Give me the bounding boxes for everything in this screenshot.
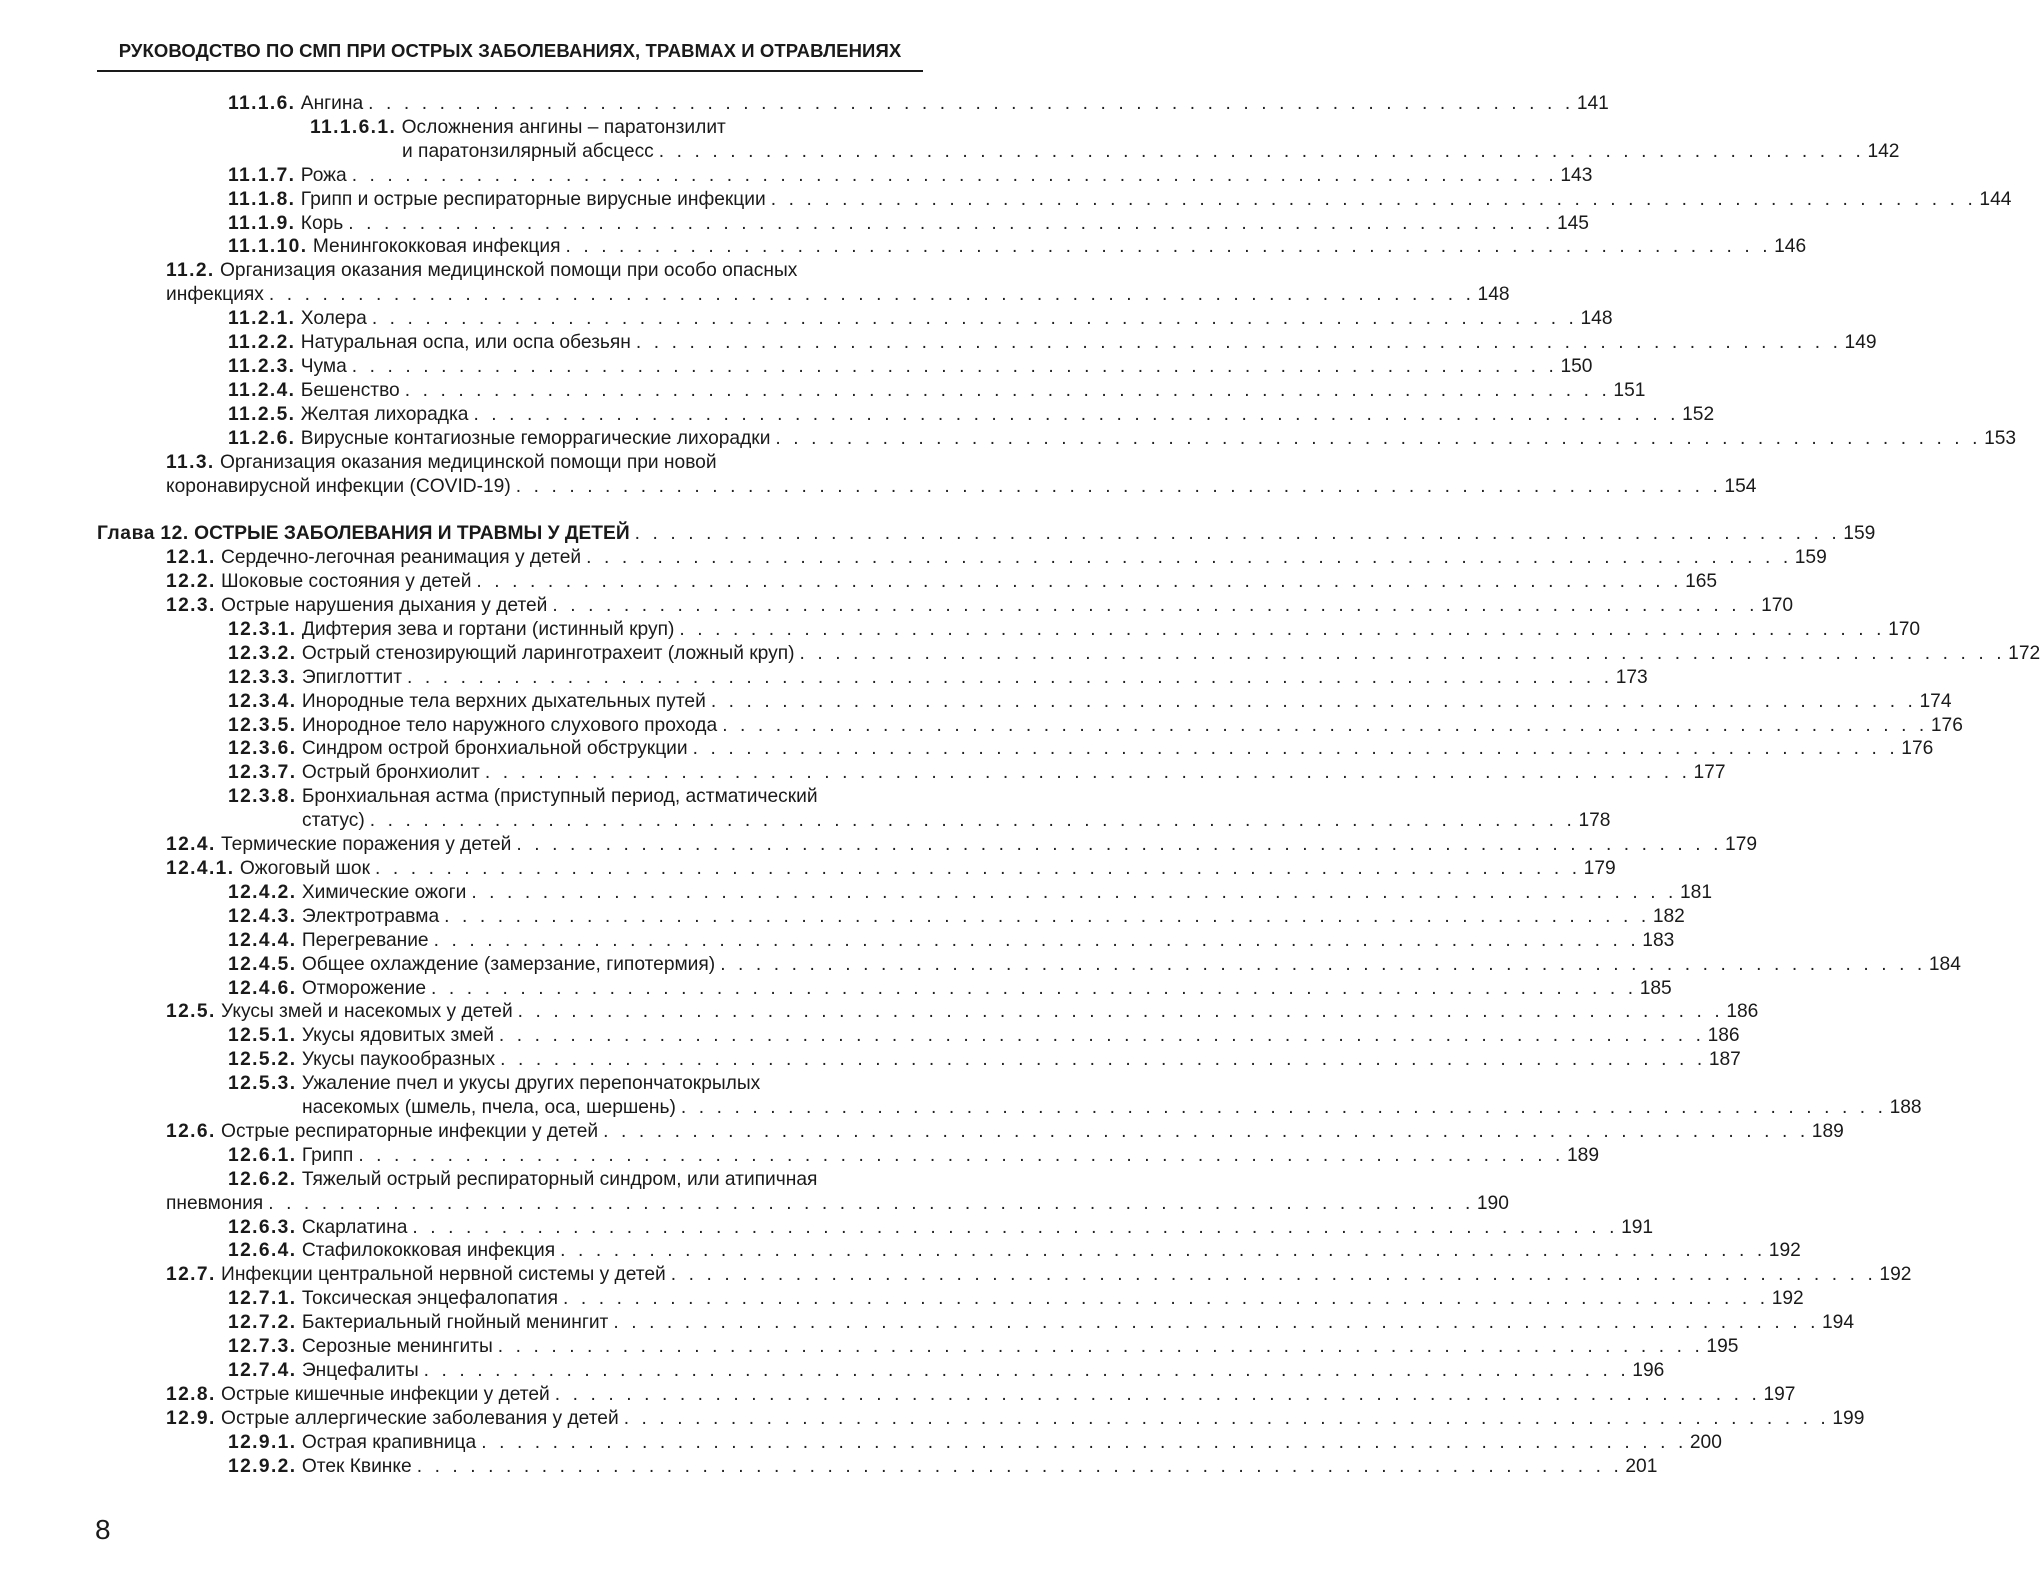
section-title: Организация оказания медицинской помощи при особо опасных bbox=[219, 260, 798, 282]
toc-entry[interactable] bbox=[0, 1359, 1665, 1383]
page-ref[interactable]: 179 bbox=[1725, 834, 1758, 856]
dot-leader: . . . . . . . . . . . . . . . . . . . . . . . . . . . . . . . . . . . . . . . . . . . . . . . . . . . . . . . . . . . . . . . . . . . . bbox=[358, 1144, 1564, 1166]
section-title: Отморожение bbox=[301, 977, 427, 999]
dot-leader: . . . . . . . . . . . . . . . . . . . . . . . . . . . . . . . . . . . . . . . . . . . . . . . . . . . . . . . . . . . . . . . . . . . . bbox=[497, 1336, 1704, 1358]
section-number: 12.9.1. bbox=[228, 1431, 297, 1453]
dot-leader: . . . . . . . . . . . . . . . . . . . . . . . . . . . . . . . . . . . . . . . . . . . . . . . . . . . . . . . . . . . . . . . . . . . . bbox=[473, 403, 1680, 425]
page-ref[interactable]: 174 bbox=[1919, 690, 1952, 712]
page-ref[interactable]: 151 bbox=[1613, 379, 1646, 401]
page-ref[interactable]: 176 bbox=[1930, 714, 1963, 736]
section-number: 12.7.4. bbox=[228, 1360, 297, 1382]
section-number: 12.4.3. bbox=[228, 905, 297, 927]
page-ref[interactable]: 150 bbox=[1560, 355, 1593, 377]
toc-entry[interactable] bbox=[0, 1407, 1865, 1431]
header-rule bbox=[97, 70, 923, 72]
section-title: Токсическая энцефалопатия bbox=[301, 1288, 559, 1310]
section-number: 12.3.3. bbox=[228, 666, 297, 688]
section-number: 11.2.6. bbox=[228, 427, 296, 449]
dot-leader: . . . . . . . . . . . . . . . . . . . . . . . . . . . . . . . . . . . . . . . . . . . . . . . . . . . . . . . . . . . . . . . . . . . . bbox=[412, 1216, 1619, 1238]
dot-leader: . . . . . . . . . . . . . . . . . . . . . . . . . . . . . . . . . . . . . . . . . . . . . . . . . . . . . . . . . . . . . . . . . . . . bbox=[371, 308, 1578, 330]
toc-entry[interactable] bbox=[0, 1335, 1739, 1359]
dot-leader: . . . . . . . . . . . . . . . . . . . . . . . . . . . . . . . . . . . . . . . . . . . . . . . . . . . . . . . . . . . . . . . . . . . . bbox=[565, 236, 1772, 258]
page-ref[interactable]: 197 bbox=[1763, 1383, 1796, 1405]
toc-entry[interactable] bbox=[0, 331, 1877, 355]
toc-entry[interactable] bbox=[0, 1287, 1804, 1311]
section-title: Острый стенозирующий ларинготрахеит (ложный круп) bbox=[301, 642, 795, 664]
section-title: Организация оказания медицинской помощи при новой bbox=[219, 451, 717, 473]
page-ref[interactable]: 186 bbox=[1707, 1025, 1740, 1047]
toc-entry[interactable] bbox=[0, 833, 1758, 857]
dot-leader: . . . . . . . . . . . . . . . . . . . . . . . . . . . . . . . . . . . . . . . . . . . . . . . . . . . . . . . . . . . . . . . . . . . . bbox=[407, 666, 1613, 688]
page-ref[interactable]: 184 bbox=[1928, 953, 1961, 975]
page-ref[interactable]: 148 bbox=[1580, 308, 1613, 330]
section-number: 12.3. bbox=[166, 595, 216, 617]
dot-leader: . . . . . . . . . . . . . . . . . . . . . . . . . . . . . . . . . . . . . . . . . . . . . . . . . . . . . . . . . . . . . . . . . . . . bbox=[348, 212, 1554, 234]
dot-leader: . . . . . . . . . . . . . . . . . . . . . . . . . . . . . . . . . . . . . . . . . . . . . . . . . . . . . . . . . . . . . . . . . . . . bbox=[563, 1288, 1769, 1310]
section-title: Инородное тело наружного слухового прохода bbox=[301, 714, 718, 736]
section-number: 12.7.3. bbox=[228, 1336, 297, 1358]
section-title: Серозные менингиты bbox=[301, 1336, 493, 1358]
section-number: 11.2.3. bbox=[228, 355, 296, 377]
page-ref[interactable]: 201 bbox=[1625, 1455, 1658, 1477]
page-ref[interactable]: 182 bbox=[1652, 905, 1685, 927]
dot-leader: . . . . . . . . . . . . . . . . . . . . . . . . . . . . . . . . . . . . . . . . . . . . . . . . . . . . . . . . . . . . . . . . . . . . bbox=[623, 1407, 1830, 1429]
page-ref[interactable]: 159 bbox=[1843, 523, 1876, 545]
dot-leader: . . . . . . . . . . . . . . . . . . . . . . . . . . . . . . . . . . . . . . . . . . . . . . . . . . . . . . . . . . . . . . . . . . . . bbox=[481, 1431, 1687, 1453]
dot-leader: . . . . . . . . . . . . . . . . . . . . . . . . . . . . . . . . . . . . . . . . . . . . . . . . . . . . . . . . . . . . . . . . . . . . bbox=[552, 595, 1759, 617]
section-number: 12.6.3. bbox=[228, 1216, 297, 1238]
section-title: Ангина bbox=[300, 93, 364, 114]
toc-entry[interactable] bbox=[0, 1383, 1796, 1407]
page-ref[interactable]: 185 bbox=[1639, 977, 1672, 999]
toc-entry[interactable] bbox=[0, 1072, 1922, 1120]
section-number: 12.3.7. bbox=[228, 762, 297, 784]
section-title: Укусы ядовитых змей bbox=[301, 1025, 494, 1047]
page-ref[interactable]: 195 bbox=[1706, 1336, 1739, 1358]
section-number: 12.5.1. bbox=[228, 1025, 297, 1047]
dot-leader: . . . . . . . . . . . . . . . . . . . . . . . . . . . . . . . . . . . . . . . . . . . . . . . . . . . . . . . . . . . . . . . . . . . . bbox=[603, 1120, 1809, 1142]
page-ref[interactable]: 144 bbox=[1979, 188, 2012, 210]
dot-leader: . . . . . . . . . . . . . . . . . . . . . . . . . . . . . . . . . . . . . . . . . . . . . . . . . . . . . . . . . . . . . . . . . . . . bbox=[375, 857, 1581, 879]
toc-entry[interactable] bbox=[0, 642, 2040, 666]
toc-entry[interactable] bbox=[0, 1431, 1722, 1455]
toc-entry[interactable] bbox=[0, 881, 1712, 905]
section-number: 12.1. bbox=[166, 547, 216, 569]
page-ref[interactable]: 199 bbox=[1832, 1407, 1865, 1429]
running-header: РУКОВОДСТВО ПО СМП ПРИ ОСТРЫХ ЗАБОЛЕВАНИЯХ, ТРАВМАХ И ОТРАВЛЕНИЯХ bbox=[118, 40, 902, 61]
dot-leader: . . . . . . . . . . . . . . . . . . . . . . . . . . . . . . . . . . . . . . . . . . . . . . . . . . . . . . . . . . . . . . . . . . . . bbox=[799, 642, 2006, 664]
section-number: 12.7.2. bbox=[228, 1312, 297, 1334]
dot-leader: . . . . . . . . . . . . . . . . . . . . . . . . . . . . . . . . . . . . . . . . . . . . . . . . . . . . . . . . . . . . . . . . . . . . bbox=[471, 881, 1677, 903]
section-title: Химические ожоги bbox=[301, 881, 467, 903]
page-ref[interactable]: 192 bbox=[1879, 1264, 1912, 1286]
section-title: Электротравма bbox=[301, 905, 440, 927]
toc-entry[interactable] bbox=[0, 905, 1685, 929]
toc-entry[interactable] bbox=[0, 1000, 1759, 1024]
section-number: 11.1.7. bbox=[228, 164, 296, 186]
section-title: инфекциях bbox=[166, 284, 264, 306]
page-ref[interactable]: 149 bbox=[1844, 332, 1877, 354]
section-number: 12.7. bbox=[166, 1264, 216, 1286]
section-title: Острые аллергические заболевания у детей bbox=[221, 1407, 619, 1429]
dot-leader: . . . . . . . . . . . . . . . . . . . . . . . . . . . . . . . . . . . . . . . . . . . . . . . . . . . . . . . . . . . . . . . . . . . . bbox=[554, 1383, 1761, 1405]
toc-entry[interactable] bbox=[0, 1144, 1599, 1168]
section-title: статус) bbox=[302, 810, 365, 832]
dot-leader: . . . . . . . . . . . . . . . . . . . . . . . . . . . . . . . . . . . . . . . . . . . . . . . . . . . . . . . . . . . . . . . . . . . . bbox=[351, 355, 1558, 377]
toc-entry[interactable] bbox=[0, 618, 1921, 642]
section-title: Ужаление пчел и укусы других перепончатокрылых bbox=[301, 1073, 761, 1095]
toc-entry[interactable] bbox=[0, 92, 1609, 116]
section-number: 12.6.1. bbox=[228, 1144, 297, 1166]
toc-entry[interactable] bbox=[0, 546, 1827, 570]
dot-leader: . . . . . . . . . . . . . . . . . . . . . . . . . . . . . . . . . . . . . . . . . . . . . . . . . . . . . . . . . . . . . . . . . . . . bbox=[516, 834, 1723, 856]
toc-entry[interactable] bbox=[0, 1024, 1740, 1048]
section-number: 11.1.6.1. bbox=[310, 116, 397, 138]
page-ref[interactable]: 170 bbox=[1761, 595, 1794, 617]
section-title: Бешенство bbox=[300, 379, 400, 401]
section-title: Тяжелый острый респираторный синдром, или атипичная bbox=[301, 1168, 818, 1190]
section-number: 12.7.1. bbox=[228, 1288, 297, 1310]
toc-entry[interactable] bbox=[0, 259, 1510, 307]
dot-leader: . . . . . . . . . . . . . . . . . . . . . . . . . . . . . . . . . . . . . . . . . . . . . . . . . . . . . . . . . . . . . . . . . . . . bbox=[635, 332, 1842, 354]
dot-leader: . . . . . . . . . . . . . . . . . . . . . . . . . . . . . . . . . . . . . . . . . . . . . . . . . . . . . . . . . . . . . . . . . . . . bbox=[476, 571, 1683, 593]
section-number: 12.4.5. bbox=[228, 953, 297, 975]
dot-leader: . . . . . . . . . . . . . . . . . . . . . . . . . . . . . . . . . . . . . . . . . . . . . . . . . . . . . . . . . . . . . . . . . . . . bbox=[498, 1025, 1705, 1047]
section-number: 12.5. bbox=[166, 1001, 216, 1023]
page-ref[interactable]: 159 bbox=[1794, 547, 1827, 569]
page-ref[interactable]: 173 bbox=[1615, 666, 1648, 688]
page-ref[interactable]: 148 bbox=[1477, 284, 1510, 306]
toc-entry[interactable] bbox=[0, 1216, 1654, 1240]
dot-leader: . . . . . . . . . . . . . . . . . . . . . . . . . . . . . . . . . . . . . . . . . . . . . . . . . . . . . . . . . . . . . . . . . . . . bbox=[670, 1264, 1877, 1286]
toc-entry[interactable] bbox=[0, 785, 1611, 833]
dot-leader: . . . . . . . . . . . . . . . . . . . . . . . . . . . . . . . . . . . . . . . . . . . . . . . . . . . . . . . . . . . . . . . . . . . . bbox=[775, 427, 1982, 449]
section-number: 12.3.4. bbox=[228, 690, 297, 712]
section-title: Перегревание bbox=[301, 929, 429, 951]
page-ref[interactable]: 152 bbox=[1682, 403, 1715, 425]
toc-entry[interactable] bbox=[0, 594, 1794, 618]
dot-leader: . . . . . . . . . . . . . . . . . . . . . . . . . . . . . . . . . . . . . . . . . . . . . . . . . . . . . . . . . . . . . . . . . . . . bbox=[692, 738, 1899, 760]
section-title: Дифтерия зева и гортани (истинный круп) bbox=[301, 618, 675, 640]
dot-leader: . . . . . . . . . . . . . . . . . . . . . . . . . . . . . . . . . . . . . . . . . . . . . . . . . . . . . . . . . . . . . . . . . . . . bbox=[710, 690, 1917, 712]
section-number: 11.3. bbox=[166, 451, 215, 473]
toc-entry[interactable] bbox=[0, 1239, 1801, 1263]
section-title: Инфекции центральной нервной системы у детей bbox=[221, 1264, 666, 1286]
page-ref[interactable]: 170 bbox=[1888, 618, 1921, 640]
dot-leader: . . . . . . . . . . . . . . . . . . . . . . . . . . . . . . . . . . . . . . . . . . . . . . . . . . . . . . . . . . . . . . . . . . . . bbox=[268, 1192, 1474, 1214]
toc-entry[interactable] bbox=[0, 1048, 1741, 1072]
toc-entry[interactable] bbox=[0, 403, 1715, 427]
page-ref[interactable]: 190 bbox=[1476, 1192, 1509, 1214]
toc-entry[interactable] bbox=[0, 929, 1675, 953]
section-number: 11.2.4. bbox=[228, 379, 296, 401]
section-title: Острый бронхиолит bbox=[301, 762, 480, 784]
toc-entry[interactable] bbox=[0, 737, 1934, 761]
section-title: Грипп и острые респираторные вирусные инфекции bbox=[300, 188, 766, 210]
section-number: 12.8. bbox=[166, 1383, 216, 1405]
toc-entry[interactable] bbox=[0, 379, 1646, 403]
dot-leader: . . . . . . . . . . . . . . . . . . . . . . . . . . . . . . . . . . . . . . . . . . . . . . . . . . . . . . . . . . . . . . . . . . . . bbox=[500, 1049, 1706, 1071]
section-number: 11.1.8. bbox=[228, 188, 296, 210]
dot-leader: . . . . . . . . . . . . . . . . . . . . . . . . . . . . . . . . . . . . . . . . . . . . . . . . . . . . . . . . . . . . . . . . . . . . bbox=[431, 977, 1637, 999]
section-title: насекомых (шмель, пчела, оса, шершень) bbox=[302, 1097, 676, 1119]
page-ref[interactable]: 191 bbox=[1621, 1216, 1654, 1238]
page-ref[interactable]: 142 bbox=[1867, 140, 1900, 162]
section-number: 12.3.8. bbox=[228, 786, 297, 808]
section-title: Инородные тела верхних дыхательных путей bbox=[301, 690, 706, 712]
section-title: Менингококковая инфекция bbox=[312, 236, 561, 258]
section-title: Энцефалиты bbox=[301, 1360, 419, 1382]
toc-entry[interactable] bbox=[0, 1311, 1855, 1335]
dot-leader: . . . . . . . . . . . . . . . . . . . . . . . . . . . . . . . . . . . . . . . . . . . . . . . . . . . . . . . . . . . . . . . . . . . . bbox=[268, 284, 1475, 306]
table-of-contents bbox=[0, 92, 2040, 1479]
section-number: 12.9.2. bbox=[228, 1455, 297, 1477]
section-title: Синдром острой бронхиальной обструкции bbox=[301, 738, 688, 760]
page-ref[interactable]: 153 bbox=[1984, 427, 2017, 449]
page-ref[interactable]: 192 bbox=[1768, 1240, 1801, 1262]
section-title: Острые нарушения дыхания у детей bbox=[221, 595, 548, 617]
page-ref[interactable]: 179 bbox=[1583, 857, 1616, 879]
section-title: Вирусные контагиозные геморрагические лихорадки bbox=[300, 427, 771, 449]
page-number: 8 bbox=[95, 1514, 111, 1545]
section-title: Укусы змей и насекомых у детей bbox=[221, 1001, 513, 1023]
section-title: Острые респираторные инфекции у детей bbox=[221, 1120, 599, 1142]
section-title: Грипп bbox=[301, 1144, 354, 1166]
section-number: 12.6. bbox=[166, 1120, 216, 1142]
dot-leader: . . . . . . . . . . . . . . . . . . . . . . . . . . . . . . . . . . . . . . . . . . . . . . . . . . . . . . . . . . . . . . . . . . . . bbox=[634, 523, 1841, 545]
toc-entry[interactable] bbox=[0, 1168, 1509, 1216]
section-title: Осложнения ангины – паратонзилит bbox=[401, 116, 726, 138]
section-title: Общее охлаждение (замерзание, гипотермия) bbox=[301, 953, 716, 975]
section-title: Чума bbox=[300, 355, 347, 377]
dot-leader: . . . . . . . . . . . . . . . . . . . . . . . . . . . . . . . . . . . . . . . . . . . . . . . . . . . . . . . . . . . . . . . . . . . . bbox=[722, 714, 1928, 736]
toc-entry[interactable] bbox=[0, 164, 1593, 188]
section-number: 11.1.10. bbox=[228, 236, 308, 258]
section-title: Острая крапивница bbox=[301, 1431, 477, 1453]
section-title: Рожа bbox=[300, 164, 347, 186]
section-number: 12.4.1. bbox=[166, 857, 235, 879]
page-ref[interactable]: 183 bbox=[1642, 929, 1675, 951]
section-title: Укусы паукообразных bbox=[301, 1049, 496, 1071]
section-title: Отек Квинке bbox=[301, 1455, 412, 1477]
page-ref[interactable]: 186 bbox=[1726, 1001, 1759, 1023]
dot-leader: . . . . . . . . . . . . . . . . . . . . . . . . . . . . . . . . . . . . . . . . . . . . . . . . . . . . . . . . . . . . . . . . . . . . bbox=[679, 618, 1886, 640]
section-number: 11.1.6. bbox=[228, 93, 296, 114]
dot-leader: . . . . . . . . . . . . . . . . . . . . . . . . . . . . . . . . . . . . . . . . . . . . . . . . . . . . . . . . . . . . . . . . . . . . bbox=[680, 1097, 1887, 1119]
page-ref[interactable]: 192 bbox=[1771, 1288, 1804, 1310]
dot-leader: . . . . . . . . . . . . . . . . . . . . . . . . . . . . . . . . . . . . . . . . . . . . . . . . . . . . . . . . . . . . . . . . . . . . bbox=[433, 929, 1640, 951]
section-title: Бактериальный гнойный менингит bbox=[301, 1312, 609, 1334]
page-ref[interactable]: 189 bbox=[1566, 1144, 1599, 1166]
dot-leader: . . . . . . . . . . . . . . . . . . . . . . . . . . . . . . . . . . . . . . . . . . . . . . . . . . . . . . . . . . . . . . . . . . . . bbox=[416, 1455, 1623, 1477]
section-title: Корь bbox=[300, 212, 344, 234]
section-number: 12.5.3. bbox=[228, 1073, 297, 1095]
page-ref[interactable]: 172 bbox=[2008, 642, 2040, 664]
section-title: Термические поражения у детей bbox=[221, 834, 512, 856]
section-title: Натуральная оспа, или оспа обезьян bbox=[300, 332, 631, 354]
toc-entry[interactable] bbox=[0, 666, 1648, 690]
page-ref[interactable]: 194 bbox=[1822, 1312, 1855, 1334]
dot-leader: . . . . . . . . . . . . . . . . . . . . . . . . . . . . . . . . . . . . . . . . . . . . . . . . . . . . . . . . . . . . . . . . . . . . bbox=[560, 1240, 1766, 1262]
section-number: 11.2.2. bbox=[228, 332, 296, 354]
section-number: 12.4.4. bbox=[228, 929, 297, 951]
toc-entry[interactable] bbox=[0, 427, 2017, 451]
page-ref[interactable]: 146 bbox=[1774, 236, 1807, 258]
dot-leader: . . . . . . . . . . . . . . . . . . . . . . . . . . . . . . . . . . . . . . . . . . . . . . . . . . . . . . . . . . . . . . . . . . . . bbox=[586, 547, 1792, 569]
page-ref[interactable]: 176 bbox=[1901, 738, 1934, 760]
dot-leader: . . . . . . . . . . . . . . . . . . . . . . . . . . . . . . . . . . . . . . . . . . . . . . . . . . . . . . . . . . . . . . . . . . . . bbox=[770, 188, 1977, 210]
dot-leader: . . . . . . . . . . . . . . . . . . . . . . . . . . . . . . . . . . . . . . . . . . . . . . . . . . . . . . . . . . . . . . . . . . . . bbox=[515, 475, 1722, 497]
page-ref[interactable]: 143 bbox=[1560, 164, 1593, 186]
dot-leader: . . . . . . . . . . . . . . . . . . . . . . . . . . . . . . . . . . . . . . . . . . . . . . . . . . . . . . . . . . . . . . . . . . . . bbox=[423, 1360, 1630, 1382]
section-title: Желтая лихорадка bbox=[300, 403, 469, 425]
section-number: 11.2.1. bbox=[228, 308, 296, 330]
page-ref[interactable]: 165 bbox=[1685, 571, 1718, 593]
page-ref[interactable]: 178 bbox=[1578, 810, 1611, 832]
section-number: 12.3.5. bbox=[228, 714, 297, 736]
dot-leader: . . . . . . . . . . . . . . . . . . . . . . . . . . . . . . . . . . . . . . . . . . . . . . . . . . . . . . . . . . . . . . . . . . . . bbox=[351, 164, 1558, 186]
toc-entry[interactable] bbox=[0, 857, 1616, 881]
section-title: и паратонзилярный абсцесс bbox=[402, 140, 654, 162]
page-ref[interactable]: 141 bbox=[1576, 93, 1609, 114]
section-number: 12.6.2. bbox=[228, 1168, 297, 1190]
page-ref[interactable]: 196 bbox=[1632, 1360, 1665, 1382]
section-title: Ожоговый шок bbox=[239, 857, 370, 879]
toc-entry[interactable] bbox=[0, 355, 1593, 379]
section-number: 12.3.6. bbox=[228, 738, 297, 760]
section-number: 12.5.2. bbox=[228, 1049, 297, 1071]
toc-entry[interactable] bbox=[0, 307, 1613, 331]
page-ref[interactable]: 154 bbox=[1724, 475, 1757, 497]
toc-entry[interactable] bbox=[0, 116, 1900, 164]
section-number: 12.2. bbox=[166, 571, 216, 593]
section-number: 12.6.4. bbox=[228, 1240, 297, 1262]
toc-entry[interactable] bbox=[0, 1263, 1912, 1287]
toc-entry[interactable] bbox=[0, 714, 1963, 738]
toc-entry[interactable] bbox=[0, 690, 1952, 714]
dot-leader: . . . . . . . . . . . . . . . . . . . . . . . . . . . . . . . . . . . . . . . . . . . . . . . . . . . . . . . . . . . . . . . . . . . . bbox=[444, 905, 1650, 927]
toc-entry[interactable] bbox=[0, 977, 1672, 1001]
section-number: 12.4. bbox=[166, 834, 216, 856]
page-ref[interactable]: 200 bbox=[1689, 1431, 1722, 1453]
toc-entry[interactable] bbox=[0, 761, 1726, 785]
dot-leader: . . . . . . . . . . . . . . . . . . . . . . . . . . . . . . . . . . . . . . . . . . . . . . . . . . . . . . . . . . . . . . . . . . . . bbox=[613, 1312, 1820, 1334]
dot-leader: . . . . . . . . . . . . . . . . . . . . . . . . . . . . . . . . . . . . . . . . . . . . . . . . . . . . . . . . . . . . . . . . . . . . bbox=[369, 810, 1576, 832]
section-title: Сердечно-легочная реанимация у детей bbox=[221, 547, 582, 569]
section-title: Эпиглоттит bbox=[301, 666, 403, 688]
section-number: 12. bbox=[160, 523, 189, 545]
section-number: 12.3.1. bbox=[228, 618, 297, 640]
toc-entry[interactable] bbox=[0, 570, 1718, 594]
section-number: 11.1.9. bbox=[228, 212, 296, 234]
dot-leader: . . . . . . . . . . . . . . . . . . . . . . . . . . . . . . . . . . . . . . . . . . . . . . . . . . . . . . . . . . . . . . . . . . . . bbox=[517, 1001, 1724, 1023]
page-ref[interactable]: 187 bbox=[1708, 1049, 1741, 1071]
section-title: коронавирусной инфекции (COVID-19) bbox=[166, 475, 511, 497]
chapter-word: Глава bbox=[97, 523, 155, 545]
dot-leader: . . . . . . . . . . . . . . . . . . . . . . . . . . . . . . . . . . . . . . . . . . . . . . . . . . . . . . . . . . . . . . . . . . . . bbox=[658, 140, 1865, 162]
page-ref[interactable]: 189 bbox=[1811, 1120, 1844, 1142]
section-title: ОСТРЫЕ ЗАБОЛЕВАНИЯ И ТРАВМЫ У ДЕТЕЙ bbox=[194, 523, 630, 545]
section-number: 11.2.5. bbox=[228, 403, 296, 425]
toc-entry[interactable] bbox=[0, 188, 2012, 212]
dot-leader: . . . . . . . . . . . . . . . . . . . . . . . . . . . . . . . . . . . . . . . . . . . . . . . . . . . . . . . . . . . . . . . . . . . . bbox=[368, 93, 1574, 114]
section-number: 12.4.2. bbox=[228, 881, 297, 903]
toc-entry[interactable] bbox=[0, 953, 1961, 977]
section-title: Скарлатина bbox=[301, 1216, 408, 1238]
page-ref[interactable]: 177 bbox=[1693, 762, 1726, 784]
toc-entry[interactable] bbox=[0, 451, 1757, 499]
section-number: 12.3.2. bbox=[228, 642, 297, 664]
section-title: Холера bbox=[300, 308, 367, 330]
toc-entry[interactable] bbox=[0, 522, 1876, 546]
page-ref[interactable]: 188 bbox=[1889, 1097, 1922, 1119]
dot-leader: . . . . . . . . . . . . . . . . . . . . . . . . . . . . . . . . . . . . . . . . . . . . . . . . . . . . . . . . . . . . . . . . . . . . bbox=[404, 379, 1611, 401]
page-ref[interactable]: 145 bbox=[1556, 212, 1589, 234]
section-title: Острые кишечные инфекции у детей bbox=[221, 1383, 550, 1405]
section-title: Бронхиальная астма (приступный период, астматический bbox=[301, 786, 818, 808]
section-title: Стафилококковая инфекция bbox=[301, 1240, 556, 1262]
toc-entry[interactable] bbox=[0, 1455, 1658, 1479]
toc-entry[interactable] bbox=[0, 235, 1807, 259]
section-title: Шоковые состояния у детей bbox=[221, 571, 472, 593]
section-number: 11.2. bbox=[166, 260, 215, 282]
page-ref[interactable]: 181 bbox=[1679, 881, 1712, 903]
section-number: 12.9. bbox=[166, 1407, 216, 1429]
toc-entry[interactable] bbox=[0, 212, 1589, 236]
dot-leader: . . . . . . . . . . . . . . . . . . . . . . . . . . . . . . . . . . . . . . . . . . . . . . . . . . . . . . . . . . . . . . . . . . . . bbox=[720, 953, 1926, 975]
section-title: пневмония bbox=[166, 1192, 264, 1214]
section-number: 12.4.6. bbox=[228, 977, 297, 999]
dot-leader: . . . . . . . . . . . . . . . . . . . . . . . . . . . . . . . . . . . . . . . . . . . . . . . . . . . . . . . . . . . . . . . . . . . . bbox=[484, 762, 1691, 784]
toc-entry[interactable] bbox=[0, 1120, 1844, 1144]
